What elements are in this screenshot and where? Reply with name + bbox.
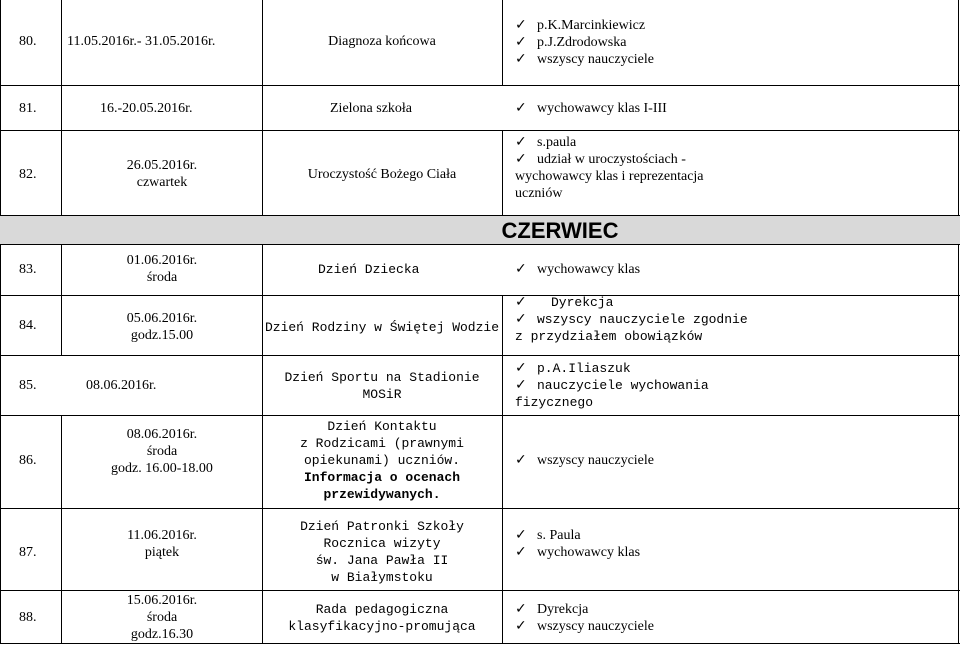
checkmark-icon [515,377,537,394]
row-divider [0,130,960,131]
checkmark-icon [515,34,537,51]
row-divider [0,244,960,245]
checkmark-icon [515,100,537,117]
row-divider [0,415,960,416]
row-event: Rada pedagogiczna klasyfikacyjno-promująca [288,602,476,634]
checkmark-icon [515,544,537,561]
row-divider [0,590,960,591]
row-divider [0,85,960,86]
row-responsible: ✓s. Paula ✓wychowawcy klas [515,527,640,561]
row-event: Dzień Sportu na Stadionie MOSiR [284,370,480,402]
column-divider [502,0,503,85]
row-number: 86. [19,453,37,468]
row-date: 01.06.2016r. środa [126,253,198,285]
row-divider [0,508,960,509]
row-divider [0,643,960,644]
column-divider [502,130,503,216]
row-responsible: ✓p.K.Marcinkiewicz ✓p.J.Zdrodowska ✓wszyscy nauczyciele [515,17,654,68]
checkmark-icon [515,294,537,311]
row-divider [0,295,960,296]
row-date: 08.06.2016r. środa godz. 16.00-18.00 [111,427,213,476]
row-responsible: ✓ wychowawcy klas [515,261,640,278]
checkmark-icon [515,134,537,151]
month-header: CZERWIEC [501,218,619,243]
checkmark-icon [515,618,537,635]
column-divider [502,295,503,644]
row-event: Uroczystość Bożego Ciała [307,167,457,182]
checkmark-icon [515,311,537,328]
row-event: Zielona szkoła [330,101,413,116]
checkmark-icon [515,527,537,544]
row-responsible: ✓Dyrekcja ✓wszyscy nauczyciele [515,601,654,635]
row-event: Dzień Kontaktu z Rodzicami (prawnymi opiekunami) uczniów. Informacja o ocenach przewidywanych. [300,419,464,502]
row-date: 08.06.2016r. [86,378,157,393]
row-date: 11.06.2016r. piątek [127,528,197,560]
row-number: 82. [19,167,37,182]
row-number: 87. [19,545,37,560]
row-date: 11.05.2016r.- 31.05.2016r. [67,34,216,49]
row-number: 80. [19,34,37,49]
row-number: 88. [19,610,37,625]
row-responsible: ✓Dyrekcja ✓wszyscy nauczyciele zgodnie z przydziałem obowiązków [515,294,748,345]
row-date: 05.06.2016r. godz.15.00 [126,311,198,343]
checkmark-icon [515,17,537,34]
checkmark-icon [515,261,537,278]
row-responsible: ✓s.paula ✓udział w uroczystościach - wychowawcy klas i reprezentacja uczniów [515,134,704,202]
row-event: Dzień Dziecka [318,262,420,277]
row-responsible: ✓p.A.Iliaszuk ✓nauczyciele wychowania fizycznego [515,360,709,411]
checkmark-icon [515,601,537,618]
row-number: 84. [19,318,37,333]
row-responsible: ✓ wychowawcy klas I-III [515,100,667,117]
row-date: 26.05.2016r. czwartek [126,158,198,190]
left-border [0,244,1,644]
checkmark-icon [515,151,537,168]
row-number: 83. [19,262,37,277]
row-number: 85. [19,378,37,393]
row-date: 16.-20.05.2016r. [100,101,193,116]
row-responsible: ✓wszyscy nauczyciele [515,452,654,469]
row-date: 15.06.2016r. środa godz.16.30 [126,593,198,642]
checkmark-icon [515,452,537,469]
row-event: Diagnoza końcowa [328,34,436,49]
checkmark-icon [515,51,537,68]
row-event: Dzień Rodziny w Świętej Wodzie [264,320,500,335]
right-border [958,0,959,644]
row-event: Dzień Patronki Szkoły Rocznica wizyty św. Jana Pawła II w Białymstoku [300,519,464,585]
row-divider [0,355,960,356]
checkmark-icon [515,360,537,377]
row-number: 81. [19,101,37,116]
left-border [0,0,1,215]
